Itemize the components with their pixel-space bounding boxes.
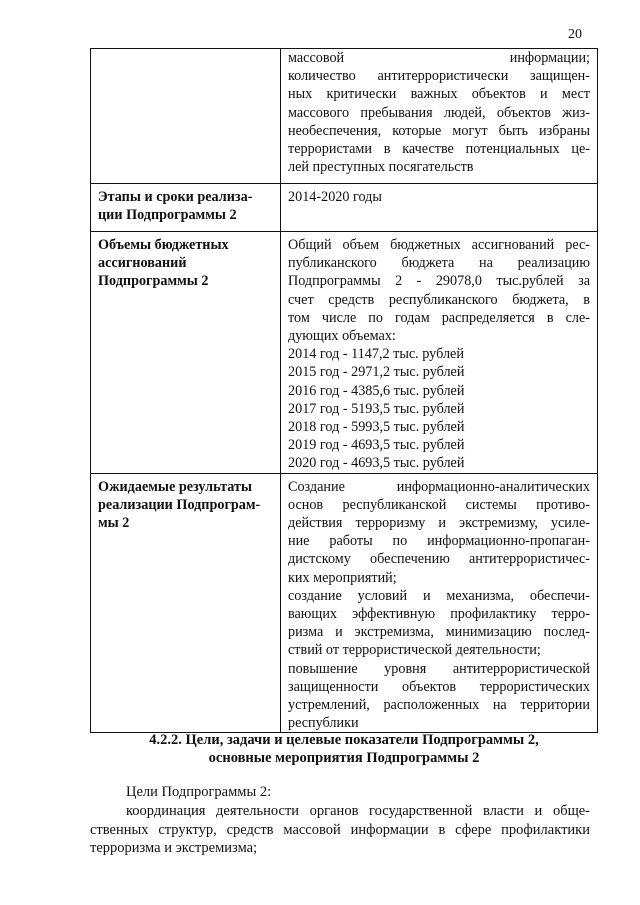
value-line: Подпрограммы 2 - 29078,0 тыс.рублей за xyxy=(288,273,590,290)
value-line: устремлений, расположенных на территории xyxy=(288,697,590,714)
value-line: защищенности объектов террористических xyxy=(288,678,590,695)
row-label-cell xyxy=(91,232,281,474)
section-heading-line: основные мероприятия Подпрограммы 2 xyxy=(208,750,480,766)
year-amount: 2017 год - 5193,5 тыс. рублей xyxy=(288,400,465,417)
value-line: счет средств республиканского бюджета, в xyxy=(288,291,590,308)
page-number: 20 xyxy=(568,27,582,42)
value-line: лей преступных посягательств xyxy=(288,159,474,176)
table-row xyxy=(91,49,598,184)
row-value-cell xyxy=(281,49,598,184)
value-line: ствий от террористической деятельности; xyxy=(288,642,541,659)
table-row xyxy=(91,184,598,232)
value-line: необеспечения, которые могут быть избраны xyxy=(288,122,590,139)
year-amount: 2020 год - 4693,5 тыс. рублей xyxy=(288,455,465,472)
label-line: Этапы и сроки реализа- xyxy=(98,189,253,205)
value-line: Создание информационно-аналитических xyxy=(288,478,590,495)
value-line: Общий объем бюджетных ассигнований рес- xyxy=(288,237,590,253)
section-heading xyxy=(90,731,598,767)
yearly-amounts-list xyxy=(288,345,590,472)
value-line: том числе по годам распределяется в сле- xyxy=(288,309,590,326)
goals-paragraph xyxy=(90,802,590,858)
table-row xyxy=(91,473,598,733)
row-value-cell xyxy=(281,184,598,232)
value-line: вающих эффективную профилактику терро- xyxy=(288,606,590,623)
value-line: основ республиканской системы противо- xyxy=(288,496,590,513)
year-amount: 2016 год - 4385,6 тыс. рублей xyxy=(288,382,465,399)
value-line: ких мероприятий; xyxy=(288,569,397,586)
value-line: террористами в качестве потенциальных це- xyxy=(288,141,590,158)
row-label-cell xyxy=(91,184,281,232)
value-line: повышение уровня антитеррористической xyxy=(288,660,590,677)
row-label-cell xyxy=(91,473,281,733)
table-row xyxy=(91,232,598,474)
label-line: Ожидаемые результаты xyxy=(98,478,252,495)
value-line: республики xyxy=(288,715,359,732)
label-line: реализации Подпрограм- xyxy=(98,496,261,513)
row-value-cell xyxy=(281,232,598,474)
value-line: ризма и экстремизма, минимизацию послед- xyxy=(288,624,590,641)
label-line: Объемы бюджетных xyxy=(98,237,229,253)
paragraph-line: ственных структур, средств массовой информации в сфере профилактики xyxy=(90,821,590,838)
label-line: ассигнований xyxy=(98,255,187,272)
value-line: массовой информации; xyxy=(288,50,590,66)
subprogram-passport-table xyxy=(90,48,598,733)
value-line: ных критически важных объектов и мест xyxy=(288,86,590,103)
value-line: массового пребывания людей, объектов жиз- xyxy=(288,104,590,121)
value-line: ние работы по информационно-пропаган- xyxy=(288,533,590,550)
year-amount: 2014 год - 1147,2 тыс. рублей xyxy=(288,346,464,363)
value-line: дующих объемах: xyxy=(288,328,396,345)
label-line: мы 2 xyxy=(98,515,130,532)
label-line: Подпрограммы 2 xyxy=(98,273,209,290)
paragraph-line: координация деятельности органов государственной власти и обще- xyxy=(126,803,590,819)
value-line: дистскому обеспечению антитеррористичес- xyxy=(288,551,590,568)
value-line: действия терроризму и экстремизму, усиле- xyxy=(288,515,590,532)
paragraph-line: терроризма и экстремизма; xyxy=(90,840,258,856)
row-value-cell xyxy=(281,473,598,733)
row-label-cell xyxy=(91,49,281,184)
year-amount: 2015 год - 2971,2 тыс. рублей xyxy=(288,364,465,381)
value-line: создание условий и механизма, обеспечи- xyxy=(288,587,590,604)
section-heading-line: 4.2.2. Цели, задачи и целевые показатели Подпрограммы 2, xyxy=(149,732,539,748)
year-amount: 2019 год - 4693,5 тыс. рублей xyxy=(288,437,465,454)
value-line: количество антитеррористически защищен- xyxy=(288,68,590,85)
label-line: ции Подпрограммы 2 xyxy=(98,207,237,224)
value-line: 2014-2020 годы xyxy=(288,189,382,205)
value-line: публиканского бюджета на реализацию xyxy=(288,255,590,272)
goals-title: Цели Подпрограммы 2: xyxy=(126,784,272,800)
year-amount: 2018 год - 5993,5 тыс. рублей xyxy=(288,419,465,436)
